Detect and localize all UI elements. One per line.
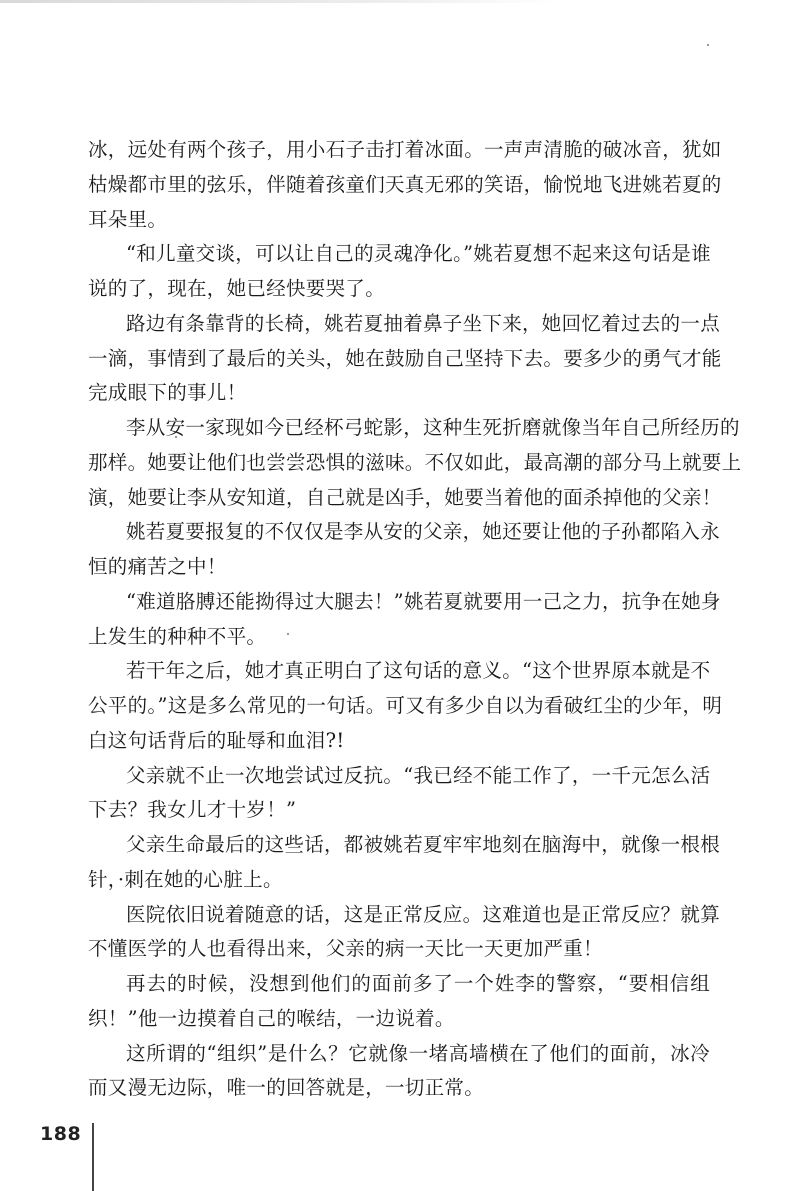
text-line: 完成眼下的事儿！ <box>88 381 247 405</box>
text-line: 医院依旧说着随意的话，这是正常反应。这难道也是正常反应？就算 <box>126 902 721 926</box>
text-line: 耳朵里。 <box>88 207 168 231</box>
paragraph <box>88 411 742 515</box>
text-line: 姚若夏要报复的不仅仅是李从安的父亲，她还要让他的子孙都陷入永 <box>126 520 721 544</box>
paragraph <box>88 967 710 1037</box>
text-line: 上发生的种种不平。 <box>88 624 267 648</box>
text-line: 这所谓的“组织”是什么？它就像一堵高墙横在了他们的面前，冰冷 <box>126 1041 710 1065</box>
paragraph <box>88 585 721 655</box>
text-line: 公平的。”这是多么常见的一句话。可又有多少自以为看破红尘的少年，明 <box>88 694 723 717</box>
text-line: 再去的时候，没想到他们的面前多了一个姓李的警察，“要相信组 <box>126 972 710 995</box>
text-line: 路边有条靠背的长椅，姚若夏抽着鼻子坐下来，她回忆着过去的一点 <box>126 311 721 335</box>
page-number: 188 <box>40 1123 82 1145</box>
body-text <box>88 133 742 1106</box>
text-line: 针，·刺在她的心脏上。 <box>88 867 283 891</box>
text-line: 那样。她要让他们也尝尝恐惧的滋味。不仅如此，最高潮的部分马上就要上 <box>88 450 742 474</box>
text-line: 一滴，事情到了最后的关头，她在鼓励自己坚持下去。要多少的勇气才能 <box>88 346 722 370</box>
text-line: “难道胳膊还能拗得过大腿去！”姚若夏就要用一己之力，抗争在她身 <box>126 589 721 613</box>
text-line: 父亲生命最后的这些话，都被姚若夏牢牢地刻在脑海中，就像一根根 <box>126 833 721 856</box>
paragraph <box>88 237 710 307</box>
text-line: 织！”他一边摸着自己的喉结，一边说着。 <box>88 1006 455 1030</box>
paragraph <box>88 759 710 829</box>
text-line: 若干年之后，她才真正明白了这句话的意义。“这个世界原本就是不 <box>126 659 711 683</box>
paragraph <box>88 515 721 585</box>
text-line: 演，她要让李从安知道，自己就是凶手，她要当着他的面杀掉他的父亲！ <box>88 485 722 509</box>
text-line: 李从安一家现如今已经杯弓蛇影，这种生死折磨就像当年自己所经历的 <box>126 416 740 439</box>
text-line: 而又漫无边际，唯一的回答就是，一切正常。 <box>88 1076 485 1100</box>
text-line: 冰，远处有两个孩子，用小石子击打着冰面。一声声清脆的破冰音，犹如 <box>88 138 722 161</box>
text-line: “和儿童交谈，可以让自己的灵魂净化。”姚若夏想不起来这句话是谁 <box>126 242 711 266</box>
text-line: 枯燥都市里的弦乐，伴随着孩童们天真无邪的笑语，愉悦地飞进姚若夏的 <box>88 172 722 196</box>
paragraph <box>88 898 721 968</box>
text-line: 白这句话背后的耻辱和血泪?! <box>88 728 345 752</box>
paragraph <box>88 1037 710 1107</box>
paragraph <box>88 654 723 758</box>
page-top-edge <box>0 0 560 3</box>
text-line: 父亲就不止一次地尝试过反抗。“我已经不能工作了，一千元怎么活 <box>126 763 711 787</box>
paragraph <box>88 828 721 898</box>
margin-rule <box>92 1123 94 1191</box>
text-line: 下去？我女儿才十岁！” <box>88 798 297 822</box>
scan-speck <box>707 44 709 46</box>
paragraph <box>88 307 722 411</box>
paragraph <box>88 133 722 237</box>
text-line: 恒的痛苦之中！ <box>88 555 227 578</box>
text-line: 不懂医学的人也看得出来，父亲的病一天比一天更加严重！ <box>88 937 603 961</box>
text-line: 说的了，现在，她已经快要哭了。 <box>88 277 386 300</box>
